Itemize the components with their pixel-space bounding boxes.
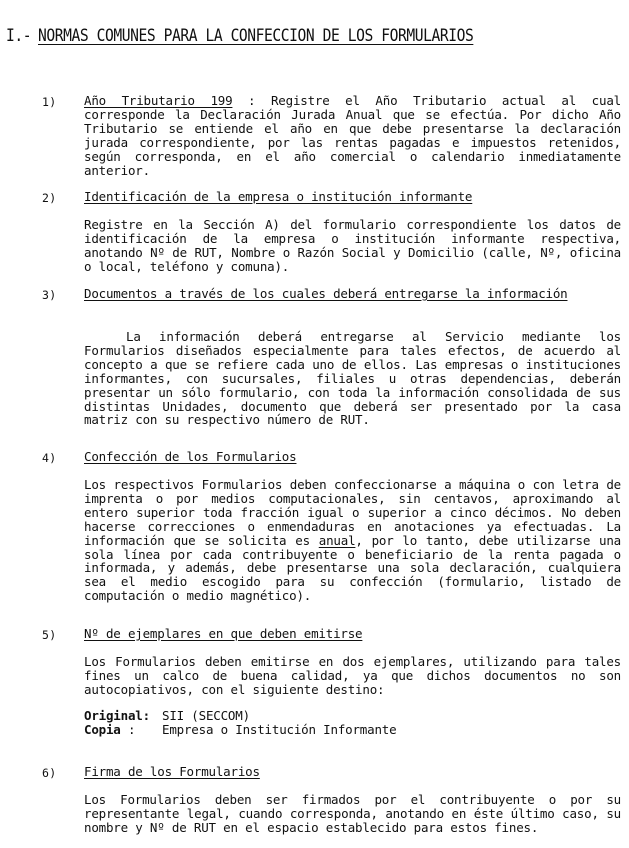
title-text: NORMAS COMUNES PARA LA CONFECCION DE LOS FORMULARIOS bbox=[38, 26, 474, 46]
section-4-number: 4) bbox=[42, 451, 57, 465]
section-4-text-before: Los respectivos Formularios deben confeccionarse a máquina o con letra de imprenta o por medios computacionales, sin centavos, aproximando al entero superior toda fracción igual o superior a cinco décimos. No deben hacerse correcciones o enmendaduras en anotaciones ya efectuadas. La información que se solicita es bbox=[84, 477, 621, 548]
section-3-text: La información deberá entregarse al Servicio mediante los Formularios diseñados especialmente para tales efectos, de acuerdo al concepto a que se refiere cada uno de ellos. Las empresas o instituciones informantes, con sucursales, filiales u otras dependencias, deberán presentar un sólo formulario, con toda la información consolidada de sus distintas Unidades, documento que deberá ser presentado por la casa matriz con su respectivo número de RUT. bbox=[84, 329, 621, 428]
section-4-body bbox=[84, 478, 621, 603]
destination-copy-label-cell bbox=[84, 723, 162, 737]
section-2-heading: Identificación de la empresa o institución informante bbox=[84, 189, 473, 204]
page-title bbox=[6, 26, 473, 46]
section-1-heading: Año Tributario 199 bbox=[84, 93, 233, 108]
section-1-text: Registre el Año Tributario actual al cual corresponde la Declaración Jurada Anual que se efectúa. Por dicho Año Tributario se entiende el año en que debe presentarse la declaración jurada correspondiente, por las rentas pagadas e impuestos retenidos, según corresponda, en el año comercial o calendario inmediatamente anterior. bbox=[84, 93, 621, 178]
section-2-text: Registre en la Sección A) del formulario correspondiente los datos de identificación de la empresa o institución informante respectiva, anotando Nº de RUT, Nombre o Razón Social y Domicilio (calle, Nº, oficina o local, teléfono y comuna). bbox=[84, 217, 621, 274]
section-5-number: 5) bbox=[42, 628, 57, 642]
destination-original-value: SII (SECCOM) bbox=[162, 708, 250, 723]
section-3-number: 3) bbox=[42, 288, 57, 302]
destination-copy bbox=[84, 723, 621, 737]
section-5-heading: Nº de ejemplares en que deben emitirse bbox=[84, 626, 363, 641]
section-3-heading: Documentos a través de los cuales deberá entregarse la información bbox=[84, 286, 568, 301]
destination-copy-value: Empresa o Institución Informante bbox=[162, 721, 397, 737]
destination-copy-label: Copia bbox=[84, 721, 121, 737]
section-4-emphasis: anual bbox=[318, 532, 356, 548]
section-6-number: 6) bbox=[42, 766, 57, 780]
section-2-number: 2) bbox=[42, 191, 57, 205]
section-6-heading: Firma de los Formularios bbox=[84, 764, 260, 779]
destination-original bbox=[84, 709, 621, 723]
destination-original-label: Original: bbox=[84, 708, 150, 723]
section-4-text-after: , por lo tanto, debe utilizarse una sola línea por cada contribuyente o beneficiario de la renta pagada o informada, y además, debe presentarse una sola declaración, cualquiera sea el medio escogido para su confección (formulario, listado de computación o medio magnético). bbox=[84, 532, 621, 604]
section-1-body bbox=[84, 94, 621, 177]
section-4-heading: Confección de los Formularios bbox=[84, 449, 297, 464]
section-6-text: Los Formularios deben ser firmados por el contribuyente o por su representante legal, cuando corresponda, anotando en éste último caso, su nombre y Nº de RUT en el espacio establecido para estos fines. bbox=[84, 792, 621, 835]
destination-list bbox=[84, 709, 621, 737]
title-roman-numeral: I.- bbox=[6, 26, 32, 46]
section-5-text: Los Formularios deben emitirse en dos ejemplares, utilizando para tales fines un calco de buena calidad, ya que dichos documentos no son autocopiativos, con el siguiente destino: bbox=[84, 654, 621, 697]
destination-copy-separator: : bbox=[127, 721, 136, 737]
section-1-number: 1) bbox=[42, 95, 57, 109]
section-1-heading-suffix: : bbox=[248, 93, 256, 108]
